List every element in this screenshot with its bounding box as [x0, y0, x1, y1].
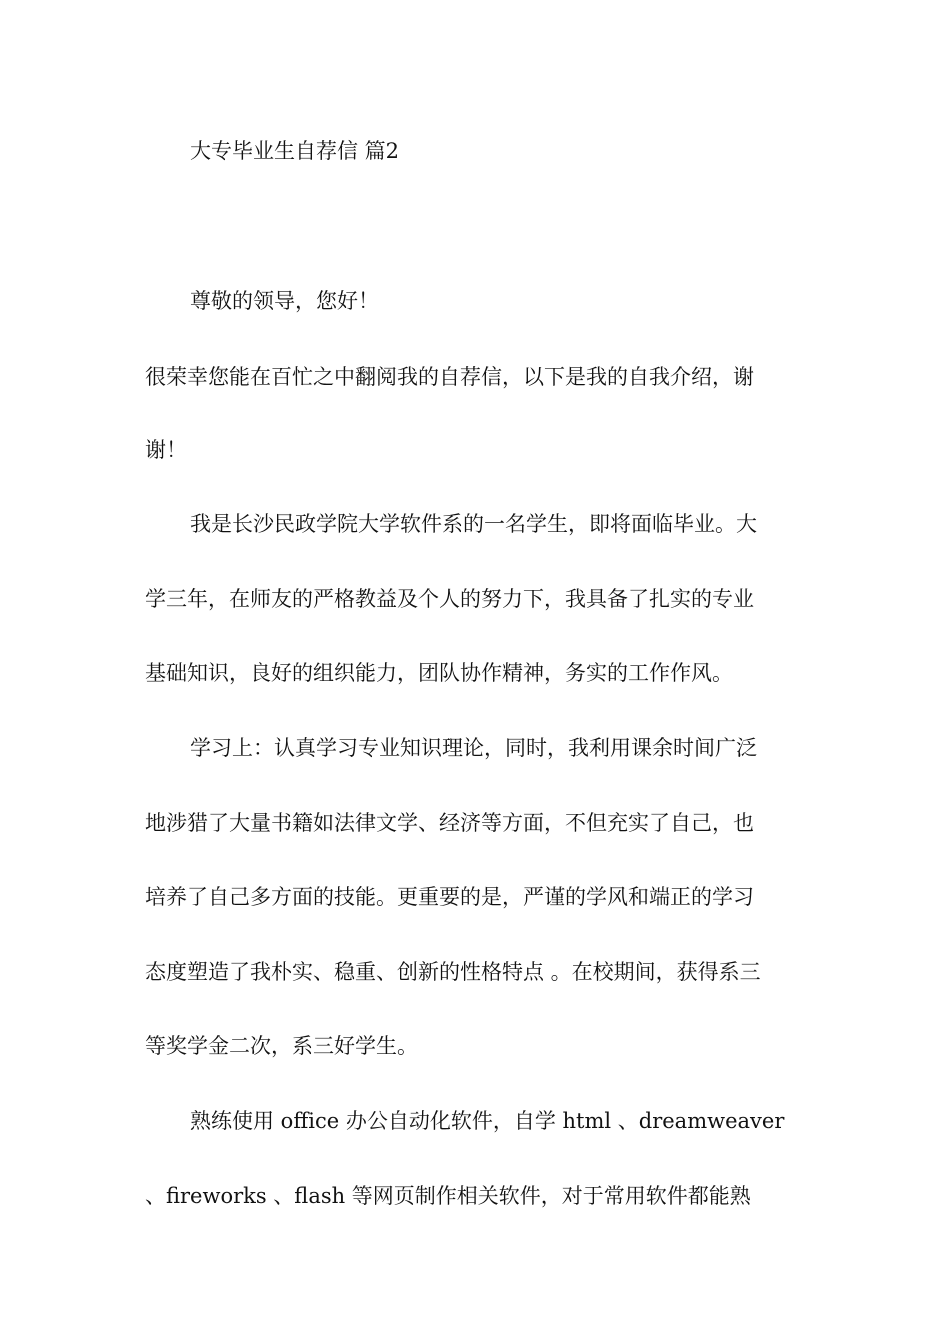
paragraph-line: 很荣幸您能在百忙之中翻阅我的自荐信，以下是我的自我介绍，谢	[145, 365, 754, 389]
paragraph-line: 学习上：认真学习专业知识理论，同时，我利用课余时间广泛	[190, 736, 757, 760]
paragraph-line: 我是长沙民政学院大学软件系的一名学生，即将面临毕业。大	[190, 512, 757, 536]
paragraph-line: 学三年，在师友的严格教益及个人的努力下，我具备了扎实的专业	[145, 587, 754, 611]
paragraph-line: 等奖学金二次，系三好学生。	[145, 1034, 418, 1058]
paragraph-line: 基础知识，良好的组织能力，团队协作精神，务实的工作作风。	[145, 661, 733, 685]
paragraph-line: 态度塑造了我朴实、稳重、创新的性格特点 。在校期间，获得系三	[145, 960, 761, 984]
document-title: 大专毕业生自荐信 篇2	[190, 139, 400, 163]
paragraph-line: 地涉猎了大量书籍如法律文学、经济等方面，不但充实了自己，也	[145, 811, 754, 835]
salutation: 尊敬的领导，您好！	[190, 289, 379, 313]
paragraph-line: 熟练使用 office 办公自动化软件，自学 html 、dreamweaver	[190, 1109, 785, 1133]
paragraph-line: 培养了自己多方面的技能。更重要的是，严谨的学风和端正的学习	[145, 885, 754, 909]
paragraph-line: 、fireworks 、flash 等网页制作相关软件，对于常用软件都能熟	[145, 1184, 751, 1208]
paragraph-line: 谢！	[145, 438, 187, 462]
